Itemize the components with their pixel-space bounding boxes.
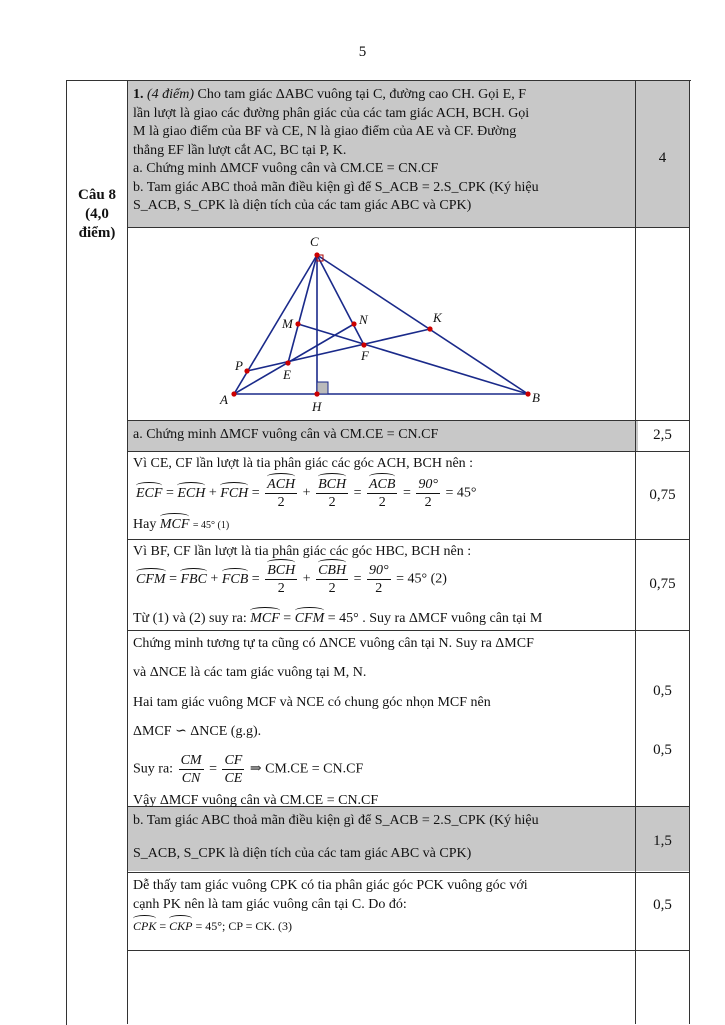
label-n: N bbox=[359, 312, 368, 327]
segment-pk bbox=[247, 329, 430, 371]
point-f bbox=[361, 342, 366, 347]
block1-score: 0,75 bbox=[649, 487, 676, 503]
header-score: 4 bbox=[658, 150, 667, 166]
part-b-title-line1: b. Tam giác ABC thoả mãn điều kiện gì để S_ACB = 2.S_CPK (Ký hiệu bbox=[133, 813, 539, 828]
block2-conclusion: Từ (1) và (2) suy ra: MCF = CFM = 45° . Suy ra ΔMCF vuông cân tại M bbox=[133, 611, 543, 626]
point-m bbox=[295, 321, 300, 326]
block1-equation: ECF = ECH + FCH = $\frac{\text{ACH}}{2}$ + $\frac{\text{BCH}}{2}$ = $\frac{\text{ACB}}{2}$ = $\frac{90^\circ}{2}$ = 45° bbox=[136, 477, 477, 510]
block3-line4: ΔMCF ∽ ΔNCE (g.g). bbox=[133, 724, 262, 739]
point-h bbox=[314, 391, 319, 396]
point-k bbox=[427, 326, 432, 331]
block1-hay: Hay MCF = 45° (1) bbox=[133, 517, 230, 532]
block3-score1: 0,5 bbox=[653, 683, 672, 699]
part-b-body1: Dễ thấy tam giác vuông CPK có tia phân giác góc PCK vuông góc với bbox=[133, 878, 528, 893]
geometry-figure bbox=[128, 228, 636, 420]
point-n bbox=[351, 321, 356, 326]
block2-intro: Vì BF, CF lần lượt là tia phân giác các góc HBC, BCH nên : bbox=[133, 544, 472, 559]
point-c bbox=[314, 252, 319, 257]
block3-score2: 0,5 bbox=[653, 742, 672, 758]
label-c: C bbox=[310, 234, 319, 249]
block3-line3: Hai tam giác vuông MCF và NCE có chung góc nhọn MCF nên bbox=[133, 695, 491, 710]
question-label: Câu 8 (4,0 điểm) bbox=[78, 187, 116, 241]
page-number: 5 bbox=[358, 44, 367, 60]
label-a: A bbox=[220, 392, 228, 407]
label-k: K bbox=[433, 310, 442, 325]
part-b-title-line2: S_ACB, S_CPK là diện tích của các tam giác ABC và CPK) bbox=[133, 846, 472, 861]
part-a-title: a. Chứng minh ΔMCF vuông cân và CM.CE = CN.CF bbox=[133, 427, 439, 442]
part-b-body3: CPK = CKP = 45°; CP = CK. (3) bbox=[133, 919, 293, 933]
block3-line6: Vậy ΔMCF vuông cân và CM.CE = CN.CF bbox=[133, 793, 379, 808]
segment-ae bbox=[234, 324, 354, 394]
part-a-score: 2,5 bbox=[653, 427, 672, 443]
part-b-body-score: 0,5 bbox=[653, 897, 672, 913]
block1-intro: Vì CE, CF lần lượt là tia phân giác các góc ACH, BCH nên : bbox=[133, 456, 474, 471]
point-p bbox=[244, 368, 249, 373]
problem-statement: 1. (4 điểm) Cho tam giác ΔABC vuông tại C, đường cao CH. Gọi E, F lần lượt là giao các đường phân giác của các tam giác ACH, BCH. Gọi M là giao điểm của BF và CE, N là giao điểm của AE và CF. Đường thẳng EF lần lượt cắt AC, BC tại P, K. a. Chứng minh ΔMCF vuông cân và CM.CE = CN.CF b. Tam giác ABC thoả mãn điều kiện gì để S_ACB = 2.S_CPK (Ký hiệu S_ACB, S_CPK là diện tích của các tam giác ABC và CPK) bbox=[133, 87, 539, 213]
block3-line1: Chứng minh tương tự ta cũng có ΔNCE vuông cân tại N. Suy ra ΔMCF bbox=[133, 636, 534, 651]
point-b bbox=[525, 391, 530, 396]
block3-suyra: Suy ra: $\frac{CM}{CN}$ = $\frac{CF}{CE}$ ⇒ CM.CE = CN.CF bbox=[133, 753, 364, 786]
block2-score: 0,75 bbox=[649, 576, 676, 592]
label-b: B bbox=[532, 390, 540, 405]
label-h: H bbox=[312, 399, 322, 414]
segment-cb bbox=[317, 255, 528, 394]
label-e: E bbox=[283, 367, 291, 382]
label-m: M bbox=[282, 316, 293, 331]
point-a bbox=[231, 391, 236, 396]
segment-ce bbox=[288, 255, 317, 363]
segment-bf bbox=[298, 324, 528, 394]
part-b-score: 1,5 bbox=[653, 833, 672, 849]
label-f: F bbox=[361, 348, 369, 363]
label-p: P bbox=[235, 358, 243, 373]
block2-equation: CFM = FBC + FCB = $\frac{\text{BCH}}{2}$ + $\frac{\text{CBH}}{2}$ = $\frac{90^\circ}{2}$ = 45° (2) bbox=[136, 563, 447, 596]
point-e bbox=[285, 360, 290, 365]
block3-line2: và ΔNCE là các tam giác vuông tại M, N. bbox=[133, 665, 367, 680]
part-b-body2: cạnh PK nên là tam giác vuông cân tại C. Do đó: bbox=[133, 897, 407, 912]
